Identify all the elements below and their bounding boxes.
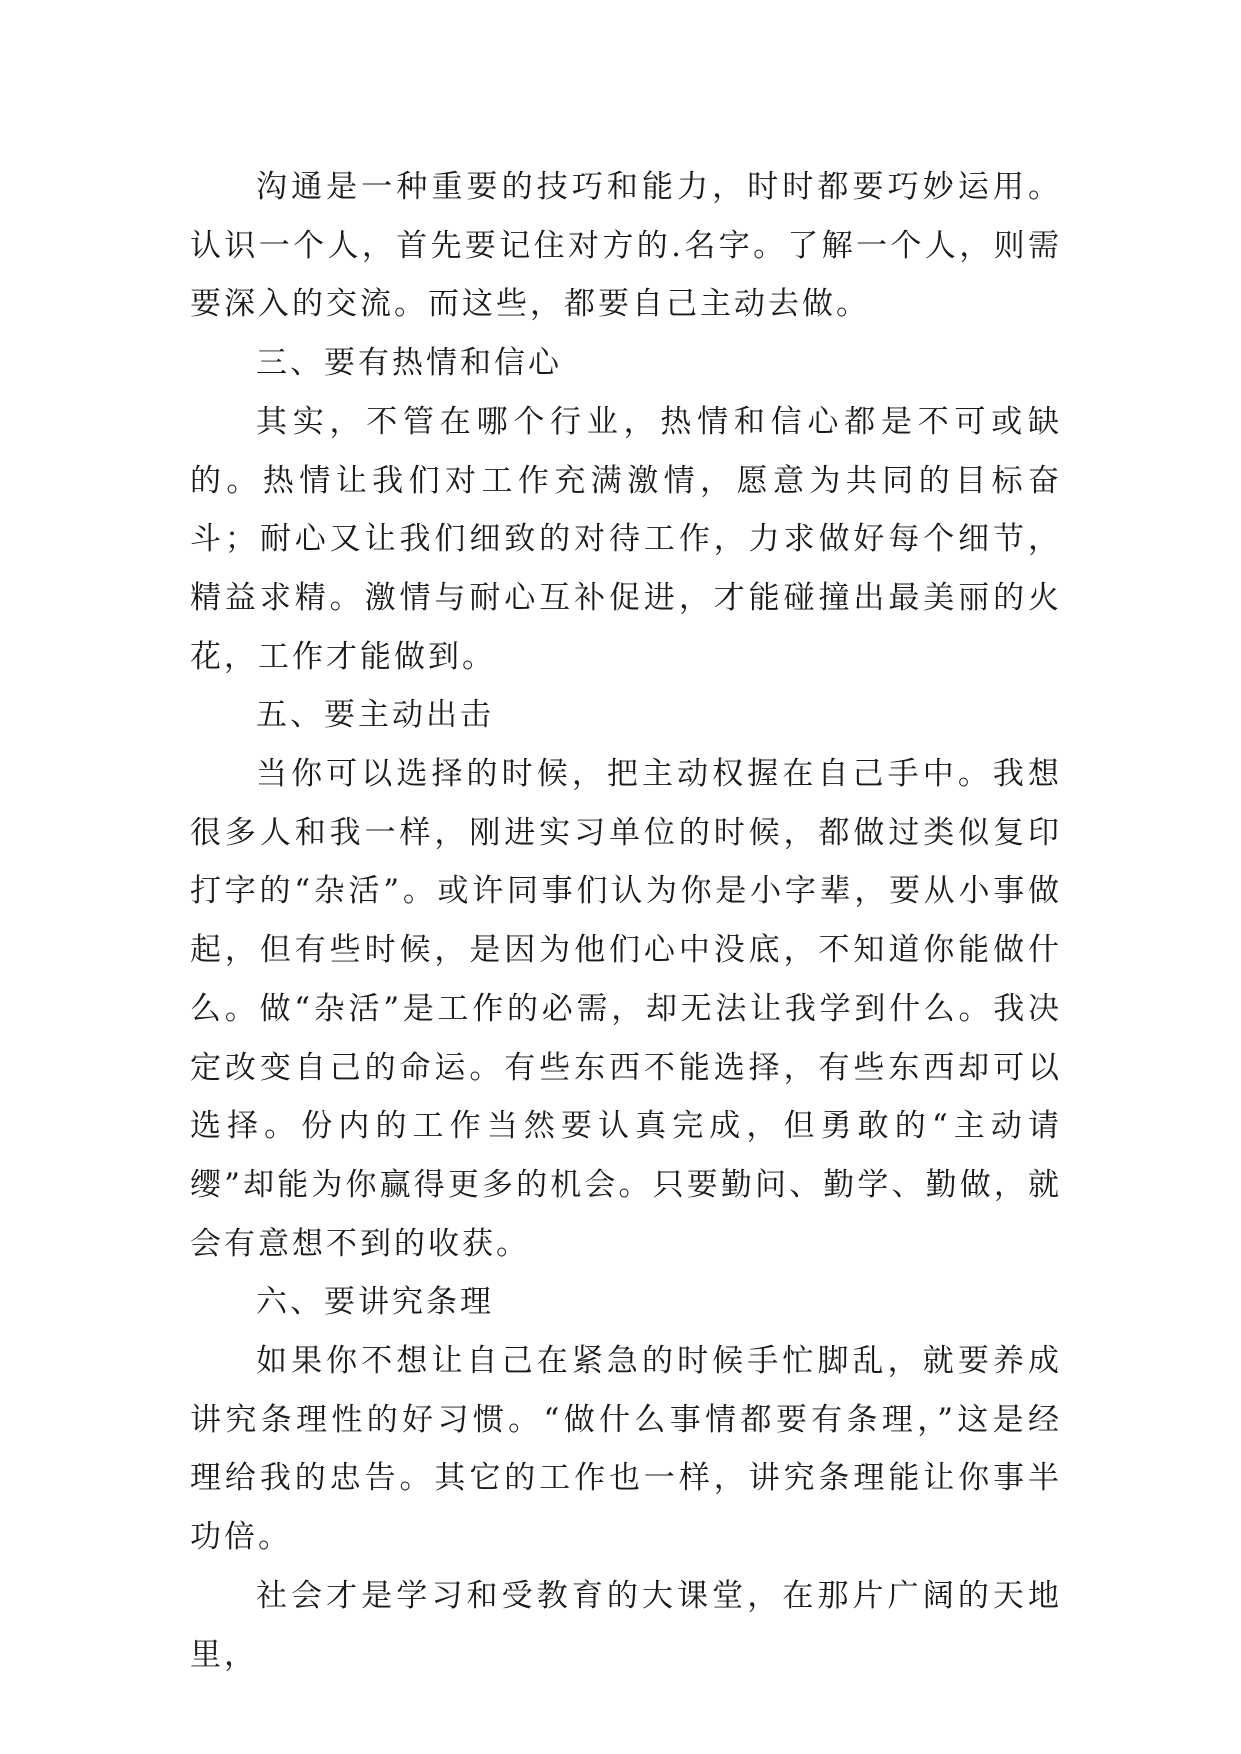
paragraph-initiative: 当你可以选择的时候，把主动权握在自己手中。我想很多人和我一样，刚进实习单位的时候，都做过类似复印打字的“杂活”。或许同事们认为你是小字辈，要从小事做起，但有些时候，是因为他们心中没底，不知道你能做什么。做“杂活”是工作的必需，却无法让我学到什么。我决定改变自己的命运。有些东西不能选择，有些东西却可以选择。份内的工作当然要认真完成，但勇敢的“主动请缨”却能为你赢得更多的机会。只要勤问、勤学、勤做，就会有意想不到的收获。	[190, 756, 1062, 1262]
paragraph-communication: 沟通是一种重要的技巧和能力，时时都要巧妙运用。认识一个人，首先要记住对方的.名字。了解一个人，则需要深入的交流。而这些，都要自己主动去做。	[190, 169, 1062, 323]
paragraph-organized: 如果你不想让自己在紧急的时候手忙脚乱，就要养成讲究条理性的好习惯。“做什么事情都要有条理，”这是经理给我的忠告。其它的工作也一样，讲究条理能让你事半功倍。	[190, 1343, 1062, 1556]
heading-take-initiative: 五、要主动出击	[256, 697, 494, 734]
document-body	[190, 158, 1062, 1684]
paragraph-passion: 其实，不管在哪个行业，热情和信心都是不可或缺的。热情让我们对工作充满激情，愿意为共同的目标奋斗；耐心又让我们细致的对待工作，力求做好每个细节，精益求精。激情与耐心互补促进，才能碰撞出最美丽的火花，工作才能做到。	[190, 403, 1062, 675]
paragraph-society: 社会才是学习和受教育的大课堂，在那片广阔的天地里，	[190, 1577, 1062, 1673]
heading-passion-confidence: 三、要有热情和信心	[256, 345, 562, 382]
heading-be-organized: 六、要讲究条理	[256, 1284, 494, 1321]
